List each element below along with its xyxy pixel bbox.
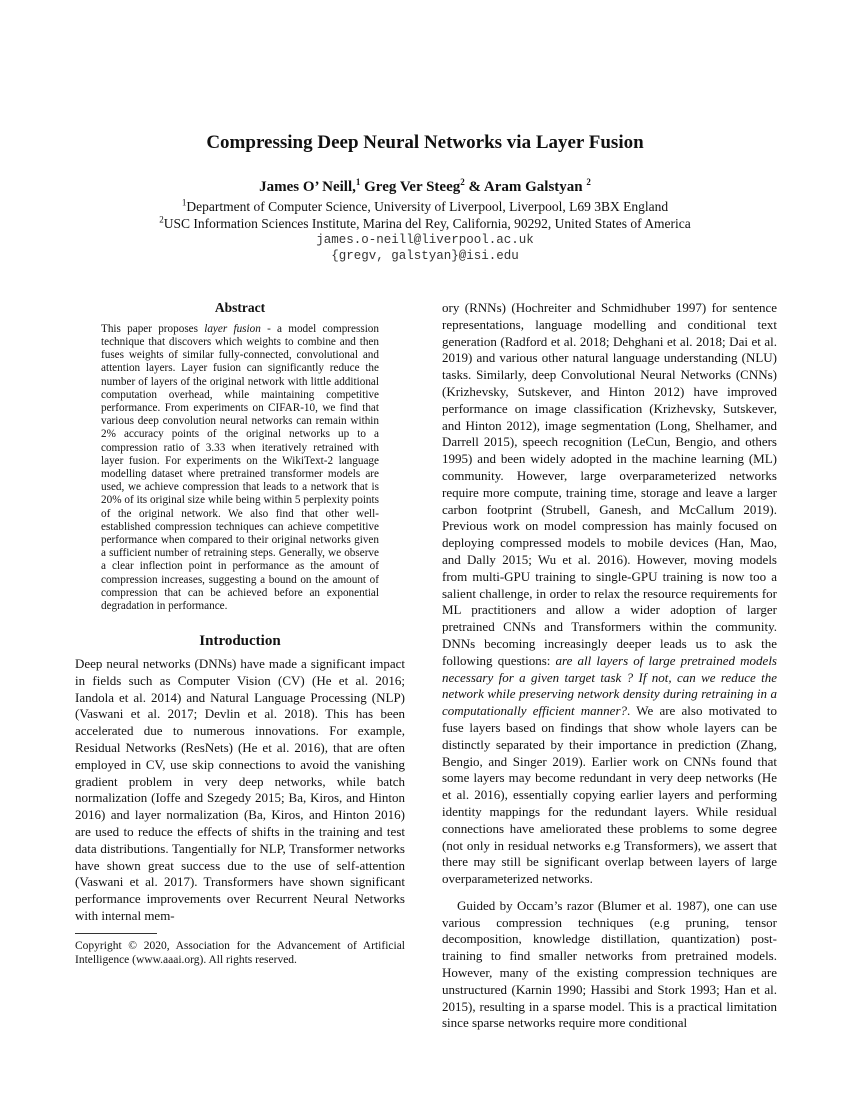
affiliation-2	[0, 216, 850, 232]
abstract-text-rest: - a model compression technique that discovers which weights to combine and then fuses weights of similar fully-connected, convolutional and attention layers. Layer fusion can significantly reduce the number of layers of the original network with little additional computation overhead, while maintaining competitive performance. From experiments on CIFAR-10, we find that various deep convolution neural networks can remain within 2% accuracy points of the original networks up to a compression ratio of 3.33 when iteratively retrained with layer fusion. For experiments on the WikiText-2 language modelling dataset where pretrained transformer models are used, we achieve compression that leads to a network that is 20% of its original size while being within 5 perplexity points of the original network. We also find that other well-established compression techniques can achieve competitive performance when compared to their original networks given a sufficient number of retraining steps. Generally, we observe a clear inflection point in performance as the amount of compression increases, suggesting a bound on the amount of compression that can be achieved before an exponential degradation in performance.	[101, 322, 379, 613]
copyright-notice: Copyright © 2020, Association for the Advancement of Artificial Intelligence (www.aaai.org). All rights reserved.	[75, 939, 405, 966]
author-2-affil: 2	[460, 177, 465, 187]
intro-question: are all layers of large pretrained models necessary for a given target task ? If not, can we reduce the network while preserving network density during retraining in a computationally efficient manner?	[442, 652, 777, 719]
email-2: {gregv, galstyan}@isi.edu	[331, 249, 519, 263]
author-3: & Aram Galstyan	[464, 179, 587, 195]
intro-right-text-end: . We are also motivated to fuse layers based on findings that show whole layers can be distinctly separated by their importance in prediction (Zhang, Bengio, and Singer 2019). Earlier work on CNNs found that some layers may become redundant in very deep networks (He et al. 2016), essentially copying earlier layers and performing identity mappings for the redundant layers. While residual connections have ameliorated these problems to some degree (not only in residual networks e.g Transformers), we assert that there may still be significant overlap between layers of large overparameterized networks.	[442, 703, 777, 887]
right-column	[442, 300, 777, 1032]
email-1: james.o-neill@liverpool.ac.uk	[316, 233, 534, 247]
introduction-heading: Introduction	[199, 633, 281, 650]
author-1-affil: 1	[355, 177, 361, 187]
intro-paragraph-2: Guided by Occam’s razor (Blumer et al. 1987), one can use various compression techniques (e.g pruning, tensor decomposition, knowledge distillation, quantization) post-training to find smaller networks from pretrained models. However, many of the existing compression techniques are unstructured (Karnin 1990; Hassibi and Stork 1993; Han et al. 2015), resulting in a sparse model. This is a practical limitation since sparse networks require more conditional	[442, 897, 777, 1031]
affiliation-2-marker: 2	[159, 214, 164, 225]
author-2: Greg Ver Steeg	[360, 179, 461, 195]
intro-paragraph-left: Deep neural networks (DNNs) have made a significant impact in fields such as Computer Vision (CV) (He et al. 2016; Iandola et al. 2014) and Natural Language Processing (NLP) (Vaswani et al. 2017; Devlin et al. 2018). This has been accelerated due to numerous innovations. For example, Residual Networks (ResNets) (He et al. 2016), that are often employed in CV, use skip connections to avoid the vanishing gradient problem in very deep networks, while batch normalization (Ioffe and Szegedy 2015; Ba, Kiros, and Hinton 2016) and layer normalization (Ba, Kiros, and Hinton 2016) are used to reduce the effects of shifts in the training and test data distributions. Tangentially for NLP, Transformer networks have shown great success due to the use of self-attention (Vaswani et al. 2017). Transformers have shown significant performance improvements over Recurrent Neural Networks with internal mem-	[75, 656, 405, 924]
author-1: James O’ Neill,	[259, 179, 356, 195]
author-3-affil: 2	[586, 177, 591, 187]
affiliation-1-text: Department of Computer Science, University of Liverpool, Liverpool, L69 3BX England	[186, 199, 669, 214]
intro-right-text: ory (RNNs) (Hochreiter and Schmidhuber 1997) for sentence representations, language modelling and conditional text generation (Radford et al. 2018; Dehghani et al. 2018; Dai et al. 2019) and various other natural language understanding (NLU) tasks. Similarly, deep Convolutional Neural Networks (CNNs) (Krizhevsky, Sutskever, and Hinton 2012) have improved performance on image classification (Krizhevsky, Sutskever, and Hinton 2012), image segmentation (Long, Shelhamer, and Darrell 2015), speech recognition (LeCun, Bengio, and others 1995) and been widely adopted in the machine learning (ML) community. However, large overparameterized networks require more compute, training time, storage and leave a larger carbon footprint (Strubell, Ganesh, and McCallum 2019). Previous work on model compression has mainly focused on deploying compressed models to mobile devices (Han, Mao, and Dally 2015; Wu et al. 2016). However, moving models from multi-GPU training to single-GPU training is now too a salient challenge, in order to relax the resource requirements for ML practitioners and allow a wider adoption of larger pretrained CNNs and Transformers within the community. DNNs becoming increasingly deeper leads us to ask the following questions:	[442, 300, 777, 668]
abstract-text-start: This paper proposes	[101, 322, 205, 335]
affiliation-1-marker: 1	[181, 197, 187, 208]
affiliation-2-text: USC Information Sciences Institute, Marina del Rey, California, 90292, United States of America	[163, 216, 691, 231]
affiliation-1	[0, 199, 850, 215]
paper-title: Compressing Deep Neural Networks via Layer Fusion	[206, 132, 644, 153]
left-column	[75, 300, 405, 967]
abstract-heading: Abstract	[214, 300, 266, 315]
footnote-rule	[75, 933, 157, 934]
author-list	[0, 179, 850, 196]
abstract-body	[101, 323, 379, 613]
intro-paragraph-right	[442, 300, 777, 888]
abstract-emphasis: layer fusion	[204, 322, 261, 335]
